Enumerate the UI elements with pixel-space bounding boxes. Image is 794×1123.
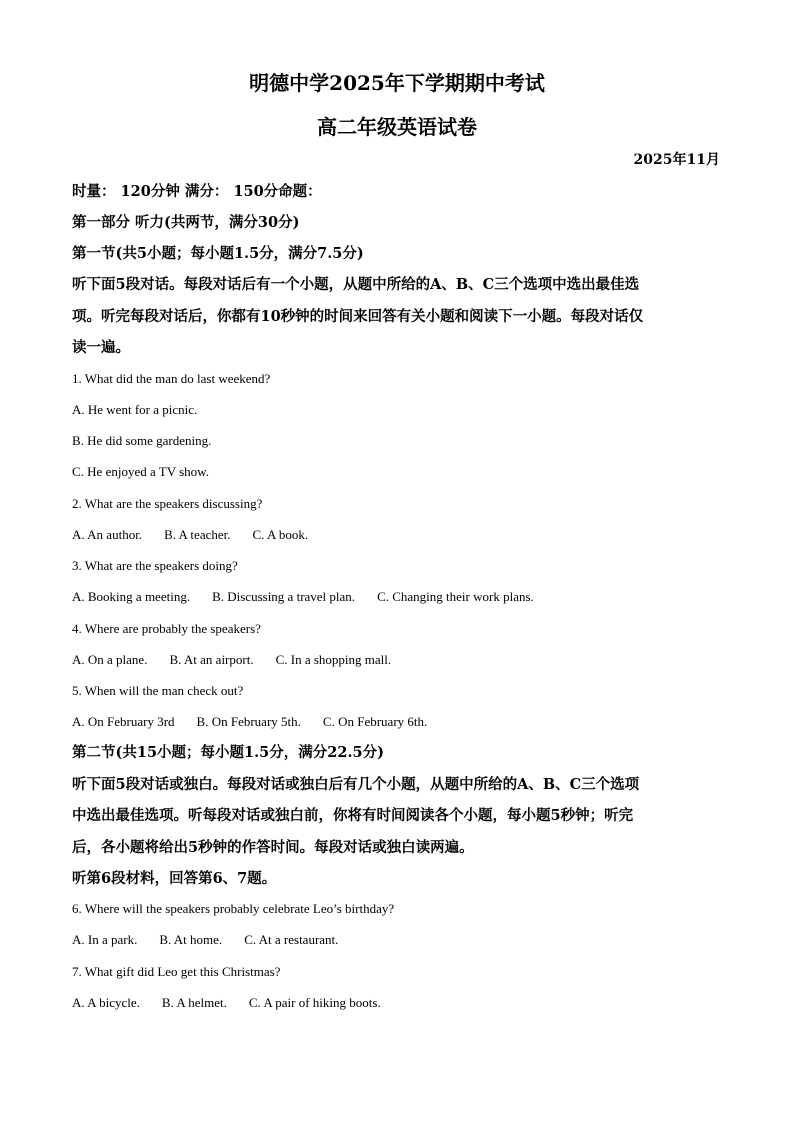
exam-title: 明德中学2025年下学期期中考试 (249, 71, 545, 95)
question-1-option-a: A. He went for a picnic. (72, 402, 198, 417)
question-3-option-a: A. Booking a meeting. (72, 589, 191, 604)
section2-instructions-line1: 听下面5段对话或独白。每段对话或独白后有几个小题，从题中所给的A、B、C三个选项 (72, 776, 640, 793)
question-4: 4. Where are probably the speakers? (72, 621, 261, 636)
exam-subtitle: 高二年级英语试卷 (317, 115, 477, 139)
question-3-option-c: C. Changing their work plans. (377, 589, 534, 604)
question-5-option-a: A. On February 3rd (72, 714, 175, 729)
question-6-options (72, 931, 338, 949)
question-3: 3. What are the speakers doing? (72, 558, 238, 573)
question-2-options (72, 526, 308, 544)
section1-heading: 第一节(共5小题；每小题1.5分，满分7.5分) (72, 245, 364, 262)
question-7-option-a: A. A bicycle. (72, 995, 140, 1010)
question-3-options (72, 588, 534, 606)
question-6-option-b: B. At home. (159, 932, 223, 947)
question-2-option-c: C. A book. (252, 527, 309, 542)
question-7: 7. What gift did Leo get this Christmas? (72, 964, 281, 979)
exam-info: 时量： 120分钟 满分： 150分命题： (72, 183, 322, 200)
section2-heading: 第二节(共15小题；每小题1.5分，满分22.5分) (72, 744, 384, 761)
question-5: 5. When will the man check out? (72, 683, 244, 698)
question-2-option-b: B. A teacher. (164, 527, 231, 542)
section1-instructions-line1: 听下面5段对话。每段对话后有一个小题，从题中所给的A、B、C三个选项中选出最佳选 (72, 276, 640, 293)
material-6-heading: 听第6段材料，回答第6、7题。 (72, 870, 277, 887)
section1-instructions-line2: 项。听完每段对话后，你都有10秒钟的时间来回答有关小题和阅读下一小题。每段对话仅 (72, 308, 644, 325)
question-4-option-b: B. At an airport. (169, 652, 254, 667)
question-3-option-b: B. Discussing a travel plan. (212, 589, 356, 604)
question-7-option-c: C. A pair of hiking boots. (248, 995, 381, 1010)
question-7-option-b: B. A helmet. (161, 995, 227, 1010)
question-1-option-c: C. He enjoyed a TV show. (72, 464, 209, 479)
question-2-option-a: A. An author. (72, 527, 143, 542)
question-6-option-a: A. In a park. (72, 932, 138, 947)
question-4-option-c: C. In a shopping mall. (275, 652, 392, 667)
question-5-options (72, 713, 427, 731)
question-6-option-c: C. At a restaurant. (244, 932, 339, 947)
section2-instructions-line3: 后，各小题将给出5秒钟的作答时间。每段对话或独白读两遍。 (72, 839, 474, 856)
part1-heading: 第一部分 听力(共两节，满分30分) (72, 214, 300, 231)
question-6: 6. Where will the speakers probably celebrate Leo’s birthday? (72, 901, 395, 916)
question-5-option-b: B. On February 5th. (196, 714, 301, 729)
section1-instructions-line3: 读一遍。 (72, 339, 130, 356)
question-2: 2. What are the speakers discussing? (72, 496, 263, 511)
question-7-options (72, 994, 381, 1012)
question-5-option-c: C. On February 6th. (322, 714, 428, 729)
exam-date: 2025年11月 (633, 152, 720, 168)
section2-instructions-line2: 中选出最佳选项。听每段对话或独白前，你将有时间阅读各个小题，每小题5秒钟；听完 (72, 807, 634, 824)
question-4-option-a: A. On a plane. (72, 652, 148, 667)
question-1: 1. What did the man do last weekend? (72, 371, 271, 386)
question-1-option-b: B. He did some gardening. (72, 433, 212, 448)
question-4-options (72, 651, 391, 669)
